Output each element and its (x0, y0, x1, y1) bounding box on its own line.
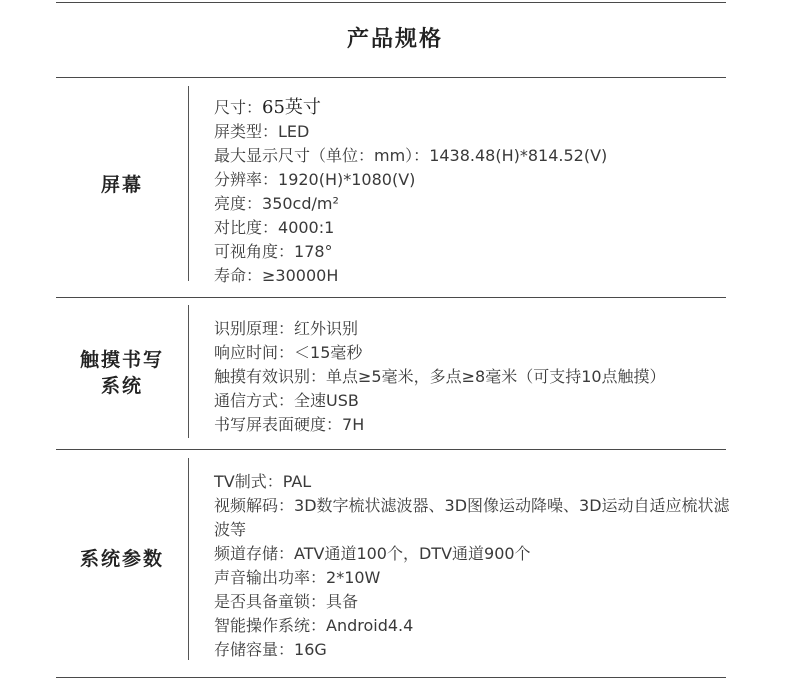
section-label (56, 347, 188, 399)
section-divider-vertical (188, 458, 189, 660)
top-divider (56, 2, 726, 3)
spec-item (214, 341, 666, 365)
spec-key: 响应时间： (214, 343, 295, 362)
spec-value: Android4.4 (326, 616, 414, 635)
spec-key: 智能操作系统： (214, 616, 327, 635)
spec-value: 4000:1 (278, 218, 335, 237)
bottom-divider (56, 677, 726, 678)
spec-value: 1920(H)*1080(V) (278, 170, 416, 189)
section-label-line: 触摸书写 (79, 349, 164, 371)
spec-item (214, 264, 607, 288)
spec-item (214, 614, 744, 638)
section-divider-vertical (188, 305, 189, 438)
spec-item (214, 120, 607, 144)
spec-item (214, 96, 607, 120)
spec-list (214, 317, 666, 437)
spec-item (214, 144, 607, 168)
spec-value: 2*10W (326, 568, 381, 587)
spec-value: LED (278, 122, 310, 141)
spec-item (214, 638, 744, 662)
spec-value: 全速USB (294, 391, 359, 410)
section-label-line: 屏幕 (100, 174, 143, 196)
spec-item (214, 566, 744, 590)
spec-item (214, 216, 607, 240)
section-label (56, 172, 188, 198)
spec-value: 16G (294, 640, 327, 659)
section-label-line: 系统 (100, 375, 143, 397)
spec-item (214, 470, 744, 494)
section-divider (56, 297, 726, 298)
spec-key: 亮度： (214, 194, 263, 213)
section-divider-vertical (188, 86, 189, 281)
spec-key: 可视角度： (214, 242, 295, 261)
spec-key: 存储容量： (214, 640, 295, 659)
spec-value: 65英寸 (262, 97, 321, 118)
spec-item (214, 389, 666, 413)
spec-key: 对比度： (214, 218, 279, 237)
spec-key: TV制式： (214, 472, 283, 491)
spec-value: 1438.48(H)*814.52(V) (429, 146, 608, 165)
spec-key: 书写屏表面硬度： (214, 415, 343, 434)
spec-value: 7H (342, 415, 365, 434)
title-divider (56, 77, 726, 78)
spec-item (214, 317, 666, 341)
spec-key: 识别原理： (214, 319, 295, 338)
section-divider (56, 449, 726, 450)
spec-key: 视频解码： (214, 496, 295, 515)
spec-value: 单点≥5毫米，多点≥8毫米（可支持10点触摸） (326, 367, 666, 386)
section-label (56, 546, 188, 572)
spec-item (214, 192, 607, 216)
spec-item (214, 240, 607, 264)
spec-item (214, 168, 607, 192)
spec-key: 通信方式： (214, 391, 295, 410)
spec-value: 178° (294, 242, 333, 261)
spec-item (214, 365, 666, 389)
spec-item (214, 413, 666, 437)
spec-value: 350cd/m² (262, 194, 339, 213)
spec-key: 是否具备童锁： (214, 592, 327, 611)
spec-item (214, 542, 744, 566)
spec-section-touch (56, 305, 746, 445)
spec-value: 红外识别 (294, 319, 359, 338)
spec-list (214, 96, 607, 288)
section-label-line: 系统参数 (79, 548, 164, 570)
page-title: 产品规格 (346, 27, 443, 52)
spec-value: ≥30000H (262, 266, 339, 285)
spec-key: 最大显示尺寸（单位：mm）： (214, 146, 430, 165)
spec-value: PAL (282, 472, 312, 491)
spec-item (214, 590, 744, 614)
spec-key: 频道存储： (214, 544, 295, 563)
spec-value: 3D数字梳状滤波器、3D图像运动降噪、3D运动自适应梳状滤波等 (214, 496, 730, 539)
spec-value: ATV通道100个，DTV通道900个 (294, 544, 531, 563)
spec-list (214, 470, 744, 662)
spec-value: 具备 (326, 592, 359, 611)
spec-section-system (56, 458, 746, 668)
spec-section-screen (56, 86, 746, 286)
spec-key: 声音输出功率： (214, 568, 327, 587)
spec-key: 屏类型： (214, 122, 279, 141)
spec-key: 寿命： (214, 266, 263, 285)
spec-key: 尺寸： (214, 98, 263, 117)
spec-item (214, 494, 744, 542)
spec-key: 分辨率： (214, 170, 279, 189)
spec-key: 触摸有效识别： (214, 367, 327, 386)
spec-value: ＜15毫秒 (294, 343, 363, 362)
